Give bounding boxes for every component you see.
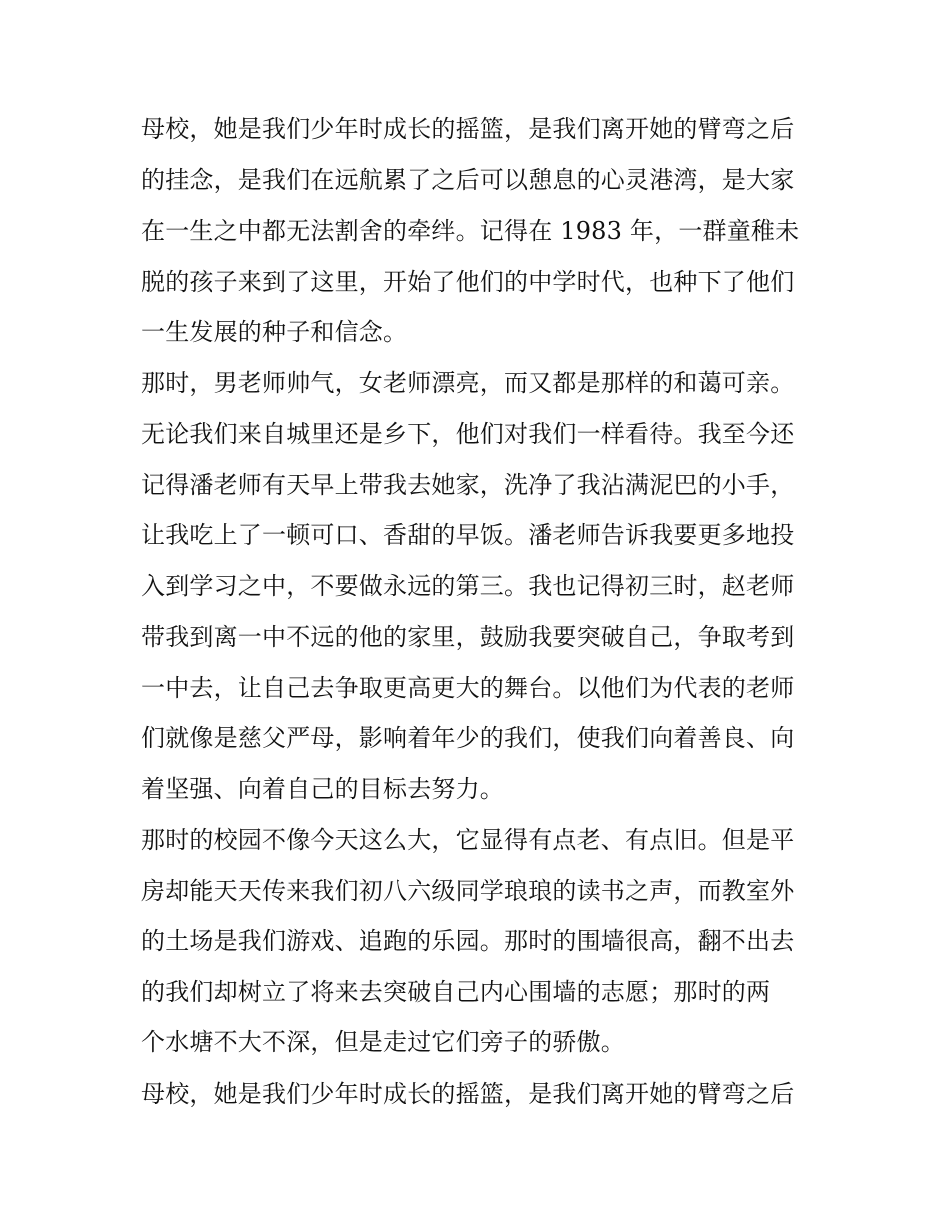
text-line: 无论我们来自城里还是乡下，他们对我们一样看待。我至今还 <box>141 420 795 448</box>
text-line: 那时的校园不像今天这么大，它显得有点老、有点旧。但是平 <box>141 826 795 854</box>
text-line: 一中去，让自己去争取更高更大的舞台。以他们为代表的老师 <box>141 674 795 702</box>
text-line: 那时，男老师帅气，女老师漂亮，而又都是那样的和蔼可亲。 <box>141 369 795 397</box>
text-line: 们就像是慈父严母，影响着年少的我们，使我们向着善良、向 <box>141 724 795 752</box>
text-line: 的挂念，是我们在远航累了之后可以憩息的心灵港湾，是大家 <box>141 166 795 194</box>
text-line: 让我吃上了一顿可口、香甜的早饭。潘老师告诉我要更多地投 <box>141 521 795 549</box>
text-line: 在一生之中都无法割舍的牵绊。记得在 1983 年，一群童稚未 <box>141 217 800 245</box>
text-line: 的我们却树立了将来去突破自己内心围墙的志愿；那时的两 <box>141 978 771 1006</box>
text-line: 房却能天天传来我们初八六级同学琅琅的读书之声，而教室外 <box>141 877 795 905</box>
text-line: 记得潘老师有天早上带我去她家，洗净了我沾满泥巴的小手， <box>141 471 795 499</box>
text-line: 着坚强、向着自己的目标去努力。 <box>141 775 504 803</box>
text-line: 的土场是我们游戏、追跑的乐园。那时的围墙很高，翻不出去 <box>141 927 795 955</box>
text-line: 一生发展的种子和信念。 <box>141 318 408 346</box>
text-line: 母校，她是我们少年时成长的摇篮，是我们离开她的臂弯之后 <box>141 1080 795 1108</box>
text-line: 个水塘不大不深，但是走过它们旁子的骄傲。 <box>141 1028 625 1056</box>
text-line: 脱的孩子来到了这里，开始了他们的中学时代，也种下了他们 <box>141 268 795 296</box>
text-line: 带我到离一中不远的他的家里，鼓励我要突破自己，争取考到 <box>141 623 795 651</box>
text-line: 母校，她是我们少年时成长的摇篮，是我们离开她的臂弯之后 <box>141 115 795 143</box>
text-line: 入到学习之中，不要做永远的第三。我也记得初三时，赵老师 <box>141 572 795 600</box>
